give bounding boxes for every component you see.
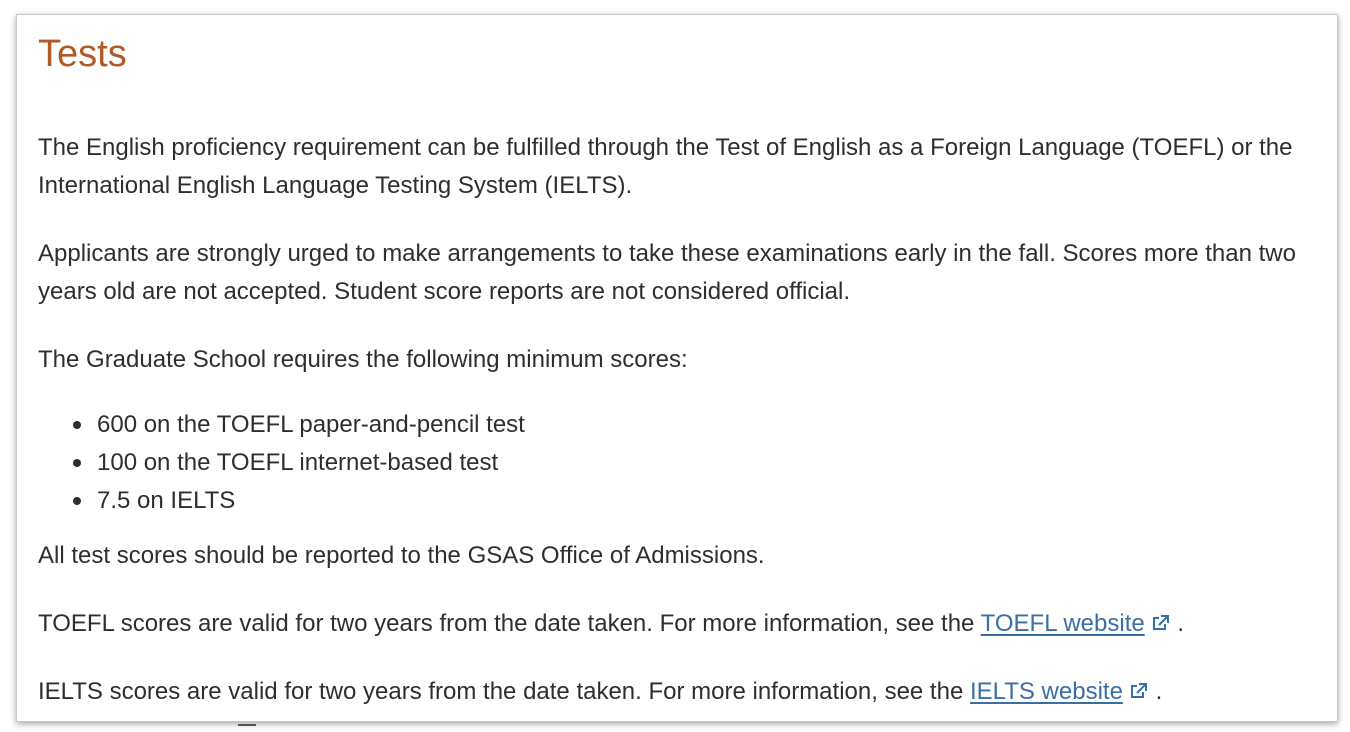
toefl-text: TOEFL scores are valid for two years from the date taken. For more information, see the bbox=[38, 610, 981, 637]
tests-content bbox=[38, 31, 1328, 711]
toefl-link-label[interactable]: TOEFL website bbox=[980, 610, 1145, 637]
urge-paragraph: Applicants are strongly urged to make arrangements to take these examinations early in the fall. Scores more than two years old are not accepted. Student score reports are not considered official. bbox=[38, 240, 1296, 305]
score-text: 100 on the TOEFL internet-based test bbox=[97, 449, 499, 476]
intro-paragraph: The English proficiency requirement can be fulfilled through the Test of English as a Foreign Language (TOEFL) or the International English Language Testing System (IELTS). bbox=[38, 134, 1293, 199]
requirements-intro: The Graduate School requires the following minimum scores: bbox=[38, 346, 688, 373]
score-text: 7.5 on IELTS bbox=[97, 487, 236, 514]
ielts-website-link[interactable] bbox=[970, 678, 1149, 705]
toefl-paragraph bbox=[38, 605, 1328, 643]
ielts-suffix: . bbox=[1155, 678, 1163, 705]
minimum-scores-list bbox=[38, 406, 1328, 520]
decorative-mark bbox=[238, 724, 256, 726]
external-link-icon[interactable] bbox=[1129, 682, 1149, 700]
ielts-link-label[interactable]: IELTS website bbox=[969, 678, 1123, 705]
bullet-icon bbox=[73, 459, 81, 467]
reporting-paragraph: All test scores should be reported to the GSAS Office of Admissions. bbox=[38, 542, 765, 569]
list-item bbox=[38, 444, 1328, 482]
tests-panel bbox=[16, 14, 1338, 722]
bullet-icon bbox=[73, 497, 81, 505]
list-item bbox=[38, 406, 1328, 444]
external-link-icon[interactable] bbox=[1151, 614, 1171, 632]
score-text: 600 on the TOEFL paper-and-pencil test bbox=[97, 411, 525, 438]
toefl-website-link[interactable] bbox=[981, 610, 1171, 637]
page-title: Tests bbox=[38, 33, 127, 75]
ielts-paragraph bbox=[38, 673, 1328, 711]
list-item bbox=[38, 482, 1328, 520]
ielts-text: IELTS scores are valid for two years from the date taken. For more information, see the bbox=[38, 678, 970, 705]
toefl-suffix: . bbox=[1177, 610, 1185, 637]
bullet-icon bbox=[73, 421, 81, 429]
